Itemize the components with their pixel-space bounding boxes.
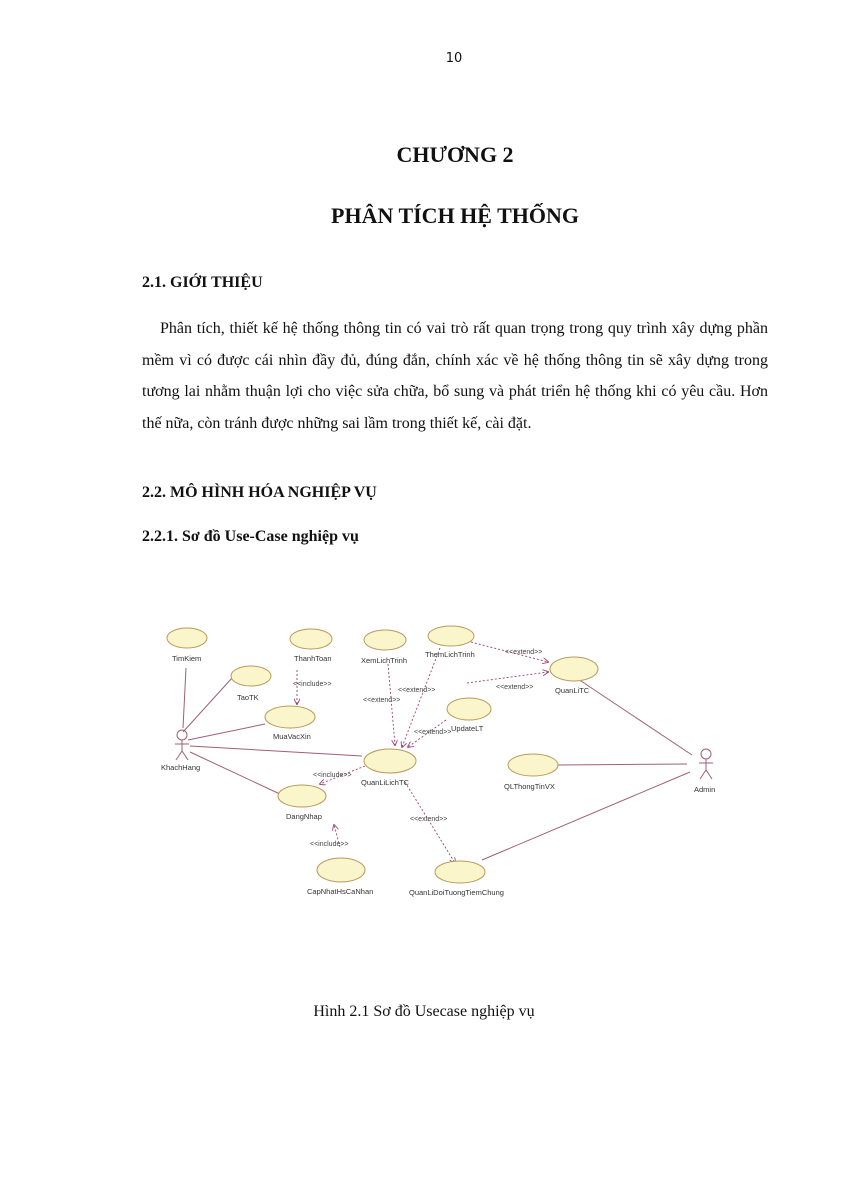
section-2-2-1-heading: 2.2.1. Sơ đồ Use-Case nghiệp vụ [142, 528, 359, 545]
usecase-label: MuaVacXin [273, 732, 311, 741]
usecase-capnhaths [317, 858, 365, 882]
usecase-timkiem [167, 628, 207, 648]
usecase-label: QuanLiDoiTuongTiemChung [409, 888, 504, 897]
actor-admin-icon [699, 749, 713, 779]
usecase-dangnhap [278, 785, 326, 807]
association-lines [183, 665, 692, 860]
intro-paragraph: Phân tích, thiết kế hệ thống thông tin có vai trò rất quan trọng trong quy trình xây dựng phần mềm vì có được cái nhìn đầy đủ, đúng đắn, chính xác về hệ thống thông tin sẽ xây dựng trong tương lai nhằm thuận lợi cho việc sửa chữa, bổ sung và phát triển hệ thống khi có yêu cầu. Hơn thế nữa, còn tránh được những sai lầm trong thiết kế, cài đặt. [142, 320, 768, 432]
usecase-label: QLThongTinVX [504, 782, 555, 791]
usecase-label: DangNhap [286, 812, 322, 821]
usecase-diagram [150, 620, 730, 910]
usecase-themlichtrinh [428, 626, 474, 646]
figure-caption: Hình 2.1 Sơ đồ Usecase nghiệp vụ [313, 1003, 535, 1020]
usecase-label: ThemLichTrinh [425, 650, 475, 659]
usecase-qlthongtinvx [508, 754, 558, 776]
section-2-2-heading: 2.2. MÔ HÌNH HÓA NGHIỆP VỤ [142, 484, 377, 501]
usecase-quanlitc [550, 657, 598, 681]
extend-label: <<extend>> [410, 816, 448, 823]
relation-labels [293, 649, 542, 848]
usecase-label: TimKiem [172, 654, 202, 663]
usecase-label: QuanLiTC [555, 686, 590, 695]
usecase-label: CapNhatHsCaNhan [307, 887, 374, 896]
extend-label: <<extend>> [398, 687, 436, 694]
usecase-quanlilichtc [364, 749, 416, 773]
include-label: <<include>> [313, 772, 352, 779]
extend-label: <<extend>> [363, 697, 401, 704]
extend-label: <<extend>> [496, 684, 534, 691]
usecase-label: QuanLiLichTC [361, 778, 409, 787]
usecase-thanhtoan [290, 629, 332, 649]
usecase-label: XemLichTrinh [361, 656, 407, 665]
usecase-xemlichtrinh [364, 630, 406, 650]
usecase-quanlidoituong [435, 861, 485, 883]
usecase-label: ThanhToan [294, 654, 332, 663]
usecase-taotk [231, 666, 271, 686]
include-label: <<include>> [310, 841, 349, 848]
usecase-label: TaoTK [237, 693, 259, 702]
usecase-updatelt [447, 698, 491, 720]
chapter-heading: CHƯƠNG 2 [396, 142, 514, 167]
chapter-title: PHÂN TÍCH HỆ THỐNG [331, 203, 579, 228]
actor-label-admin: Admin [694, 785, 716, 794]
actor-label-khachhang: KhachHang [161, 763, 201, 772]
include-label: <<include>> [293, 681, 332, 688]
section-2-1-heading: 2.1. GIỚI THIỆU [142, 274, 263, 291]
extend-label: <<extend>> [505, 649, 543, 656]
page-number: 10 [445, 51, 463, 66]
actor-khachhang-icon [175, 730, 189, 760]
extend-label: <<extend>> [414, 729, 452, 736]
dependency-arrows [297, 642, 548, 863]
usecase-muavacxin [265, 706, 315, 728]
usecase-label: UpdateLT [451, 724, 484, 733]
